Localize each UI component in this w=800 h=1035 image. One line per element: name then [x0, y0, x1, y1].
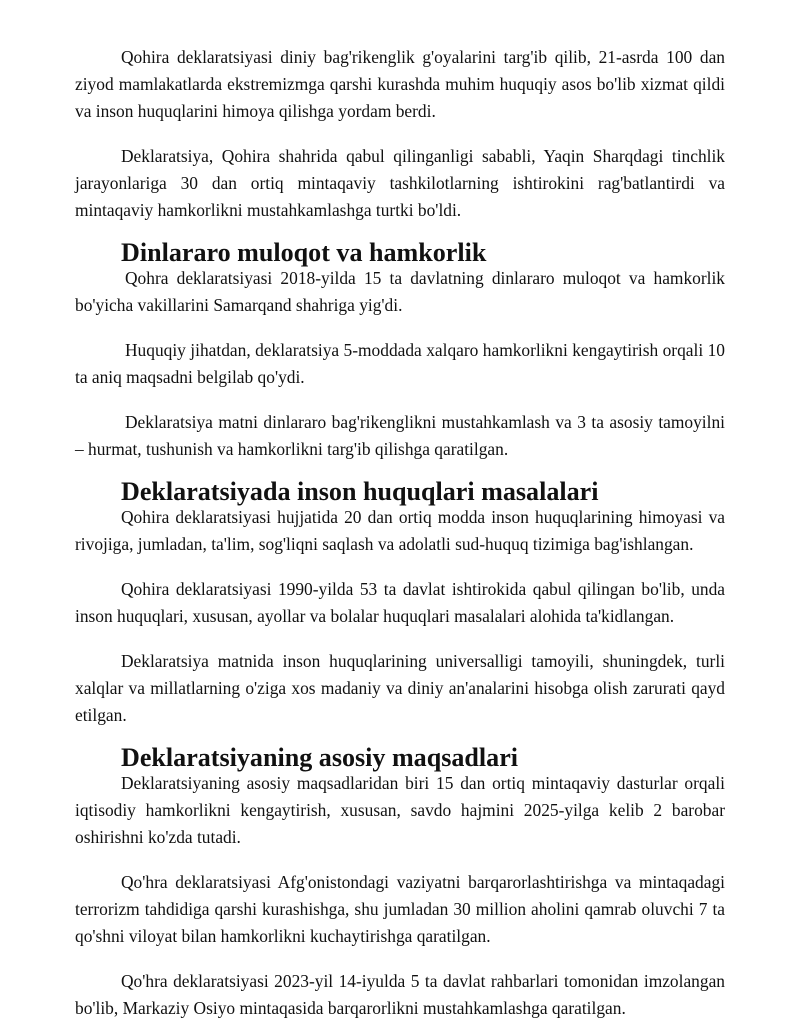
section-heading-main-goals: Deklaratsiyaning asosiy maqsadlari [121, 743, 519, 772]
intro-paragraph-1: Qohira deklaratsiyasi diniy bag'rikenglik g'oyalarini targ'ib qilib, 21-asrda 100 dan ziyod mamlakatlarda ekstremizmga qarshi kurashda muhim huquqiy asos bo'lib xizmat qildi va inson huquqlarini himoya qilishga yordam berdi. [75, 47, 725, 121]
section1-paragraph-3: Deklaratsiya matni dinlararo bag'rikenglikni mustahkamlash va 3 ta asosiy tamoyilni – hurmat, tushunish va hamkorlikni targ'ib qilishga qaratilgan. [75, 412, 725, 459]
section-heading-interfaith: Dinlararo muloqot va hamkorlik [121, 238, 487, 267]
section3-paragraph-2: Qo'hra deklaratsiyasi Afg'onistondagi vaziyatni barqarorlashtirishga va mintaqadagi terrorizm tahdidiga qarshi kurashishga, shu jumladan 30 million aholini qamrab oluvchi 7 ta qo'shni viloyat bilan hamkorlikni kuchaytirishga qaratilgan. [75, 872, 725, 946]
section1-paragraph-1: Qohra deklaratsiyasi 2018-yilda 15 ta davlatning dinlararo muloqot va hamkorlik bo'yicha vakillarini Samarqand shahriga yig'di. [75, 268, 725, 315]
section-heading-human-rights: Deklaratsiyada inson huquqlari masalalari [121, 477, 599, 506]
section3-paragraph-3: Qo'hra deklaratsiyasi 2023-yil 14-iyulda 5 ta davlat rahbarlari tomonidan imzolangan bo'lib, Markaziy Osiyo mintaqasida barqarorlikni mustahkamlashga qaratilgan. [75, 971, 725, 1018]
section2-paragraph-3: Deklaratsiya matnida inson huquqlarining universalligi tamoyili, shuningdek, turli xalqlar va millatlarning o'ziga xos madaniy va diniy an'analarini hisobga olish zarurati qayd etilgan. [75, 651, 725, 725]
section2-paragraph-2: Qohira deklaratsiyasi 1990-yilda 53 ta davlat ishtirokida qabul qilingan bo'lib, unda inson huquqlari, xususan, ayollar va bolalar huquqlari masalalari alohida ta'kidlangan. [75, 579, 725, 626]
section3-paragraph-1: Deklaratsiyaning asosiy maqsadlaridan biri 15 dan ortiq mintaqaviy dasturlar orqali iqtisodiy hamkorlikni kengaytirish, xususan, savdo hajmini 2025-yilga kelib 2 barobar oshirishni ko'zda tutadi. [75, 773, 725, 847]
section1-paragraph-2: Huquqiy jihatdan, deklaratsiya 5-moddada xalqaro hamkorlikni kengaytirish orqali 10 ta aniq maqsadni belgilab qo'ydi. [75, 340, 725, 387]
intro-paragraph-2: Deklaratsiya, Qohira shahrida qabul qilinganligi sababli, Yaqin Sharqdagi tinchlik jarayonlariga 30 dan ortiq mintaqaviy tashkilotlarning ishtirokini rag'batlantirdi va mintaqaviy hamkorlikni mustahkamlashga turtki bo'ldi. [75, 146, 725, 220]
section2-paragraph-1: Qohira deklaratsiyasi hujjatida 20 dan ortiq modda inson huquqlarining himoyasi va rivojiga, jumladan, ta'lim, sog'liqni saqlash va adolatli sud-huquq tizimiga bag'ishlangan. [75, 507, 725, 554]
